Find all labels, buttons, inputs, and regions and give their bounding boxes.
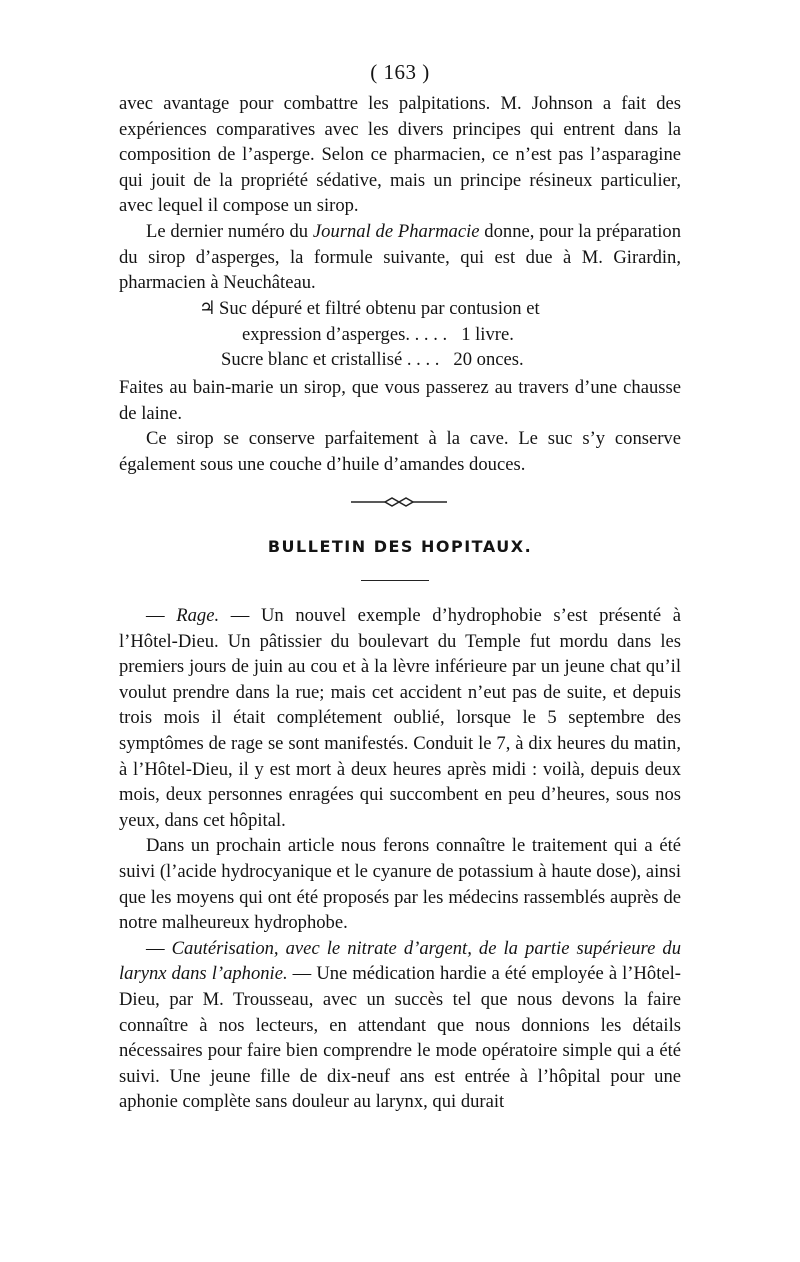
recipe-line-qty: 20 onces. [453,349,524,371]
bulletin-section [119,603,681,1115]
recipe-line [199,322,599,348]
conservation-paragraph: Ce sirop se conserve parfaitement à la cave. Le suc s’y conserve également sous une couche d’huile d’amandes douces. [119,428,681,475]
cauterisation-text: — Une médication hardie a été employée à l’Hôtel-Dieu, par M. Trousseau, avec un succès tel que nous devons la faire connaître à nos lecteurs, en attendant que nous donnions les détails nécessaires pour faire bien comprendre le mode opératoire simple qui a été suivi. Une jeune fille de dix-neuf ans est entrée à l’hôpital pour une aphonie complète sans douleur au larynx, qui durait [119,963,681,1113]
after-recipe-section [119,375,681,477]
rage-title: Rage. [176,605,220,626]
syrup-paragraph: Faites au bain-marie un sirop, que vous passerez au travers d’une chausse de laine. [119,377,681,424]
page-number: ( 163 ) [370,60,430,84]
recipe-formula [199,296,599,373]
recipe-line-qty: 1 livre. [461,323,514,345]
recipe-line-label: Sucre blanc et cristallisé . . . . [221,349,440,371]
rage-paragraph [119,603,681,833]
recipe-symbol-icon: ♃ [199,298,216,319]
rage-text: — Un nouvel exemple d’hydrophobie s’est présenté à l’Hôtel-Dieu. Un pâtissier du boulevart du Temple fut mordu dans les premiers jours de juin au cou et à la lèvre inférieure par un jeune chat qu’il voulut prendre dans la rue; mais cet accident n’eut pas de suite, et depuis trois mois il était complétement oublié, lorsque le 5 septembre des symptômes de rage se sont manifestés. Conduit le 7, à dix heures du matin, à l’Hôtel-Dieu, il y est mort à deux heures après midi : voilà, depuis deux mois, deux personnes enragées qui succombent en peu d’heures, sous nos yeux, dans cet hôpital. [119,605,681,831]
treatment-paragraph: Dans un prochain article nous ferons connaître le traitement qui a été suivi (l’acide hydrocyanique et le cyanure de potassium à haute dose), ainsi que les moyens qui ont été proposés par les médecins rassemblés auprès de notre malheureux hydrophobe. [119,835,681,934]
rage-dash: — [146,605,177,626]
journal-paragraph [119,219,681,296]
heading-rule [361,580,429,581]
cauterisation-paragraph [119,936,681,1115]
journal-title: Journal de Pharmacie [312,220,480,242]
ornament-divider-icon [351,495,447,509]
journal-text-before: Le dernier numéro du [146,220,313,242]
recipe-line [199,347,599,373]
recipe-line-label: expression d’asperges. . . . . [242,323,448,345]
recipe-line-label: Suc dépuré et filtré obtenu par contusion et [219,298,540,319]
journal-text-after: donne, pour la préparation du sirop d’asperges, la formule suivante, qui est due à M. Girardin, pharmacien à Neuchâteau. [119,220,681,294]
intro-section [119,91,681,296]
cauterisation-dash: — [146,937,172,959]
cauterisation-title: Cautérisation, avec le nitrate d’argent, de la partie supérieure du larynx dans l’aphonie. [119,937,681,985]
recipe-line [199,296,599,322]
section-heading: BULLETIN DES HOPITAUX. [267,537,533,556]
intro-paragraph: avec avantage pour combattre les palpitations. M. Johnson a fait des expériences comparatives avec les divers principes qui entrent dans la composition de l’asperge. Selon ce pharmacien, ce n’est pas l’asparagine qui jouit de la propriété sédative, mais un principe résineux particulier, avec lequel il compose un sirop. [119,93,681,217]
